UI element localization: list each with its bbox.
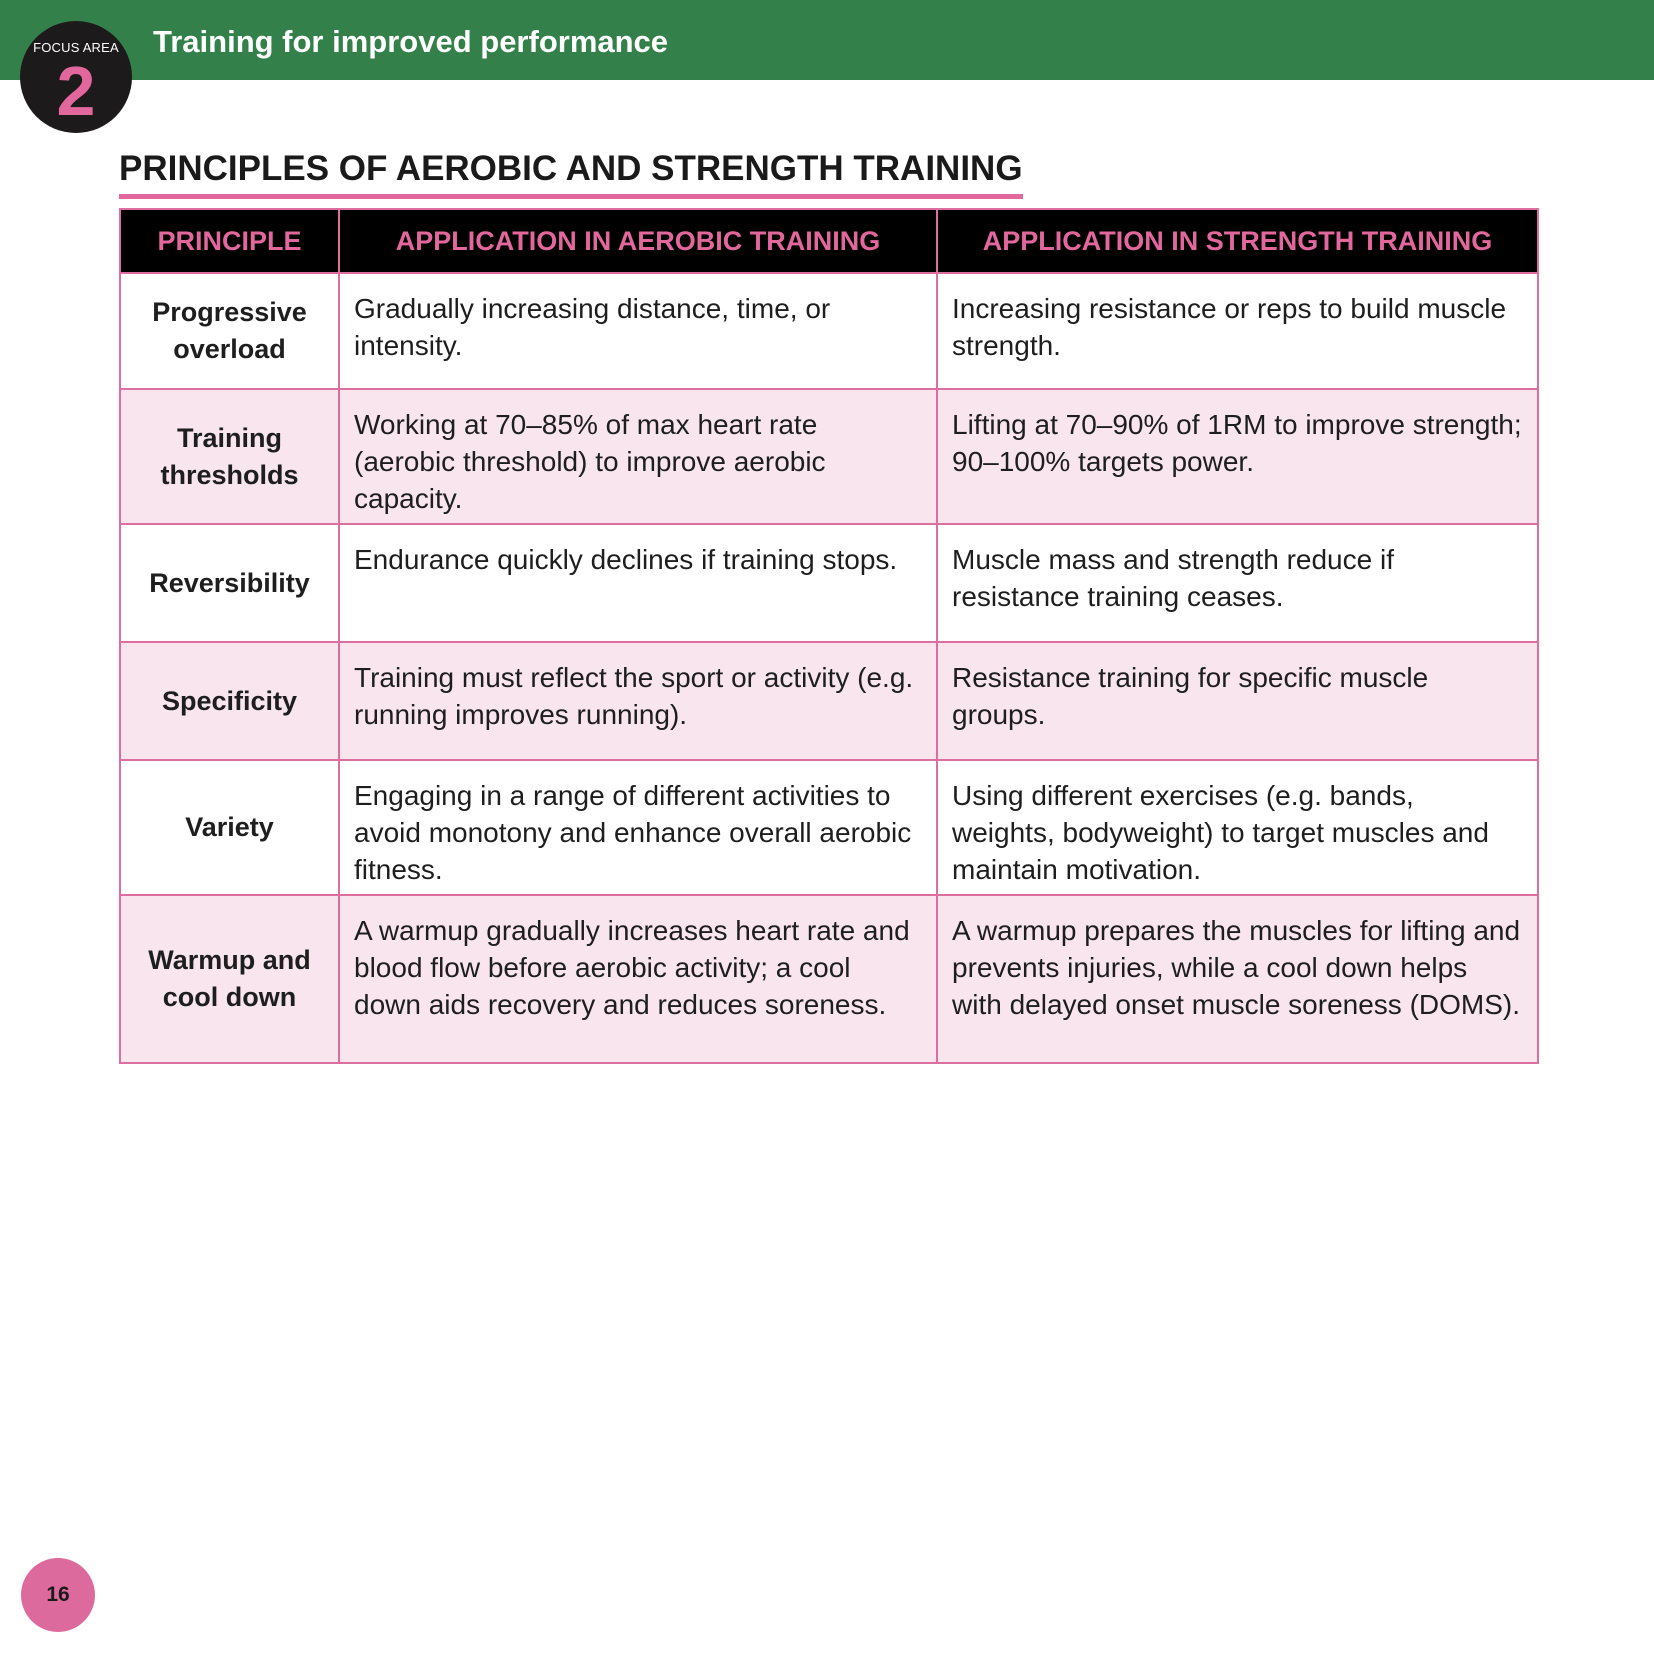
strength-cell: Muscle mass and strength reduce if resistance training ceases. (937, 524, 1538, 642)
column-header-principle: PRINCIPLE (120, 209, 339, 273)
aerobic-cell: Engaging in a range of different activities to avoid monotony and enhance overall aerobic fitness. (339, 760, 937, 895)
aerobic-cell: Training must reflect the sport or activity (e.g. running improves running). (339, 642, 937, 760)
column-header-strength: APPLICATION IN STRENGTH TRAINING (937, 209, 1538, 273)
aerobic-cell: Gradually increasing distance, time, or intensity. (339, 273, 937, 389)
strength-cell: Using different exercises (e.g. bands, weights, bodyweight) to target muscles and maintain motivation. (937, 760, 1538, 895)
table-header-row (120, 209, 1538, 273)
principle-cell: Warmup and cool down (120, 895, 339, 1063)
strength-cell: Increasing resistance or reps to build muscle strength. (937, 273, 1538, 389)
strength-cell: A warmup prepares the muscles for lifting and prevents injuries, while a cool down helps with delayed onset muscle soreness (DOMS). (937, 895, 1538, 1063)
strength-cell: Resistance training for specific muscle groups. (937, 642, 1538, 760)
aerobic-cell: Working at 70–85% of max heart rate (aerobic threshold) to improve aerobic capacity. (339, 389, 937, 524)
focus-area-label: FOCUS AREA (33, 40, 119, 55)
table-row (120, 389, 1538, 524)
focus-area-badge (20, 21, 132, 133)
table-row (120, 524, 1538, 642)
principle-cell: Variety (120, 760, 339, 895)
table-row (120, 895, 1538, 1063)
aerobic-cell: Endurance quickly declines if training stops. (339, 524, 937, 642)
table-row (120, 642, 1538, 760)
focus-area-number: 2 (56, 52, 96, 130)
principles-table (119, 208, 1539, 1064)
aerobic-cell: A warmup gradually increases heart rate and blood flow before aerobic activity; a cool down aids recovery and reduces soreness. (339, 895, 937, 1063)
principle-cell: Reversibility (120, 524, 339, 642)
header-title: Training for improved performance (153, 24, 669, 59)
table-row (120, 760, 1538, 895)
page-number: 16 (21, 1558, 95, 1632)
principle-cell: Specificity (120, 642, 339, 760)
principle-cell: Training thresholds (120, 389, 339, 524)
principle-cell: Progressive overload (120, 273, 339, 389)
table-row (120, 273, 1538, 389)
section-title: PRINCIPLES OF AEROBIC AND STRENGTH TRAINING (119, 148, 1023, 199)
column-header-aerobic: APPLICATION IN AEROBIC TRAINING (339, 209, 937, 273)
strength-cell: Lifting at 70–90% of 1RM to improve strength; 90–100% targets power. (937, 389, 1538, 524)
